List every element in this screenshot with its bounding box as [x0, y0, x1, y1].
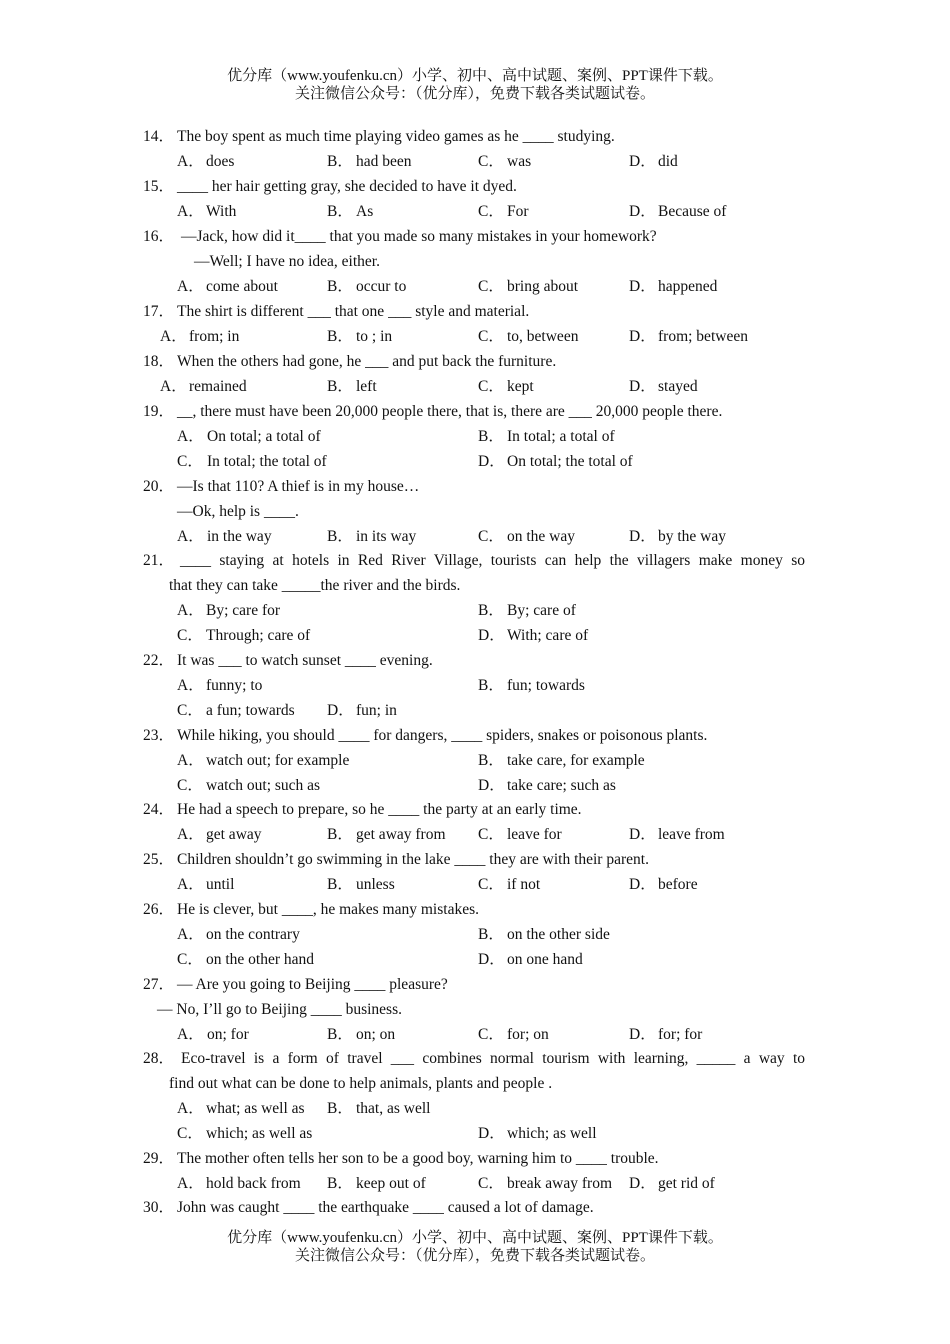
option-text: in the way — [207, 528, 272, 545]
question-stem: The shirt is different ___ that one ___ style and material. — [177, 303, 530, 320]
page-footer — [0, 1229, 950, 1265]
question-number: 27． — [143, 976, 175, 993]
option-letter: C． — [177, 777, 203, 794]
option-letter: B． — [327, 278, 353, 295]
question-number: 18． — [143, 353, 175, 370]
question-stem: He is clever, but ____, he makes many mistakes. — [177, 901, 479, 918]
question-stem: The mother often tells her son to be a good boy, warning him to ____ trouble. — [177, 1150, 659, 1167]
option-text: until — [206, 876, 235, 893]
option-letter: B． — [478, 602, 504, 619]
option-letter: C． — [478, 1026, 504, 1043]
option-text: come about — [206, 278, 278, 295]
option-letter: C． — [177, 702, 203, 719]
option-text: a fun; towards — [206, 702, 295, 719]
option-letter: B． — [327, 528, 353, 545]
option-text: on the other side — [507, 926, 610, 943]
question-stem: Children shouldn’t go swimming in the lake ____ they are with their parent. — [177, 851, 649, 868]
option-letter: B． — [327, 1100, 353, 1117]
question-stem: —Is that 110? A thief is in my house… — [177, 478, 420, 495]
question-stem: John was caught ____ the earthquake ____ caused a lot of damage. — [177, 1199, 594, 1216]
question-number: 22． — [143, 652, 175, 669]
option-letter: A． — [177, 752, 204, 769]
question-stem-continued: that they can take _____the river and the birds. — [169, 577, 461, 594]
option-text: bring about — [507, 278, 579, 295]
option-letter: C． — [177, 1125, 203, 1142]
option-text: get rid of — [658, 1175, 715, 1192]
option-text: for; on — [507, 1026, 549, 1043]
option-letter: B． — [327, 1175, 353, 1192]
option-text: take care; such as — [507, 777, 616, 794]
option-letter: A． — [177, 1026, 204, 1043]
option-text: funny; to — [206, 677, 263, 694]
question-number: 15． — [143, 178, 175, 195]
option-letter: D． — [629, 876, 656, 893]
option-letter: C． — [478, 278, 504, 295]
option-letter: A． — [177, 602, 204, 619]
option-letter: C． — [478, 153, 504, 170]
option-letter: D． — [478, 453, 505, 470]
option-text: leave from — [658, 826, 725, 843]
option-text: before — [658, 876, 698, 893]
option-text: for; for — [658, 1026, 703, 1043]
question-stem-continued: —Well; I have no idea, either. — [194, 253, 380, 270]
option-text: to, between — [507, 328, 579, 345]
option-text: By; care of — [507, 602, 576, 619]
option-letter: B． — [478, 677, 504, 694]
question-number: 21． — [143, 552, 175, 569]
option-text: For — [507, 203, 529, 220]
option-letter: C． — [478, 378, 504, 395]
option-letter: D． — [629, 203, 656, 220]
option-letter: A． — [177, 528, 204, 545]
option-letter: D． — [478, 777, 505, 794]
question-number: 29． — [143, 1150, 175, 1167]
option-text: if not — [507, 876, 541, 893]
question-stem: It was ___ to watch sunset ____ evening. — [177, 652, 433, 669]
option-text: does — [206, 153, 235, 170]
option-text: had been — [356, 153, 412, 170]
option-text: With — [206, 203, 237, 220]
question-number: 17． — [143, 303, 175, 320]
question-stem-continued: —Ok, help is ____. — [177, 503, 299, 520]
option-text: get away from — [356, 826, 446, 843]
question-number: 24． — [143, 801, 175, 818]
option-text: On total; a total of — [207, 428, 321, 445]
option-text: By; care for — [206, 602, 281, 619]
option-text: watch out; such as — [206, 777, 321, 794]
option-text: did — [658, 153, 678, 170]
option-letter: A． — [177, 876, 204, 893]
question-stem-continued: — No, I’ll go to Beijing ____ business. — [157, 1001, 402, 1018]
question-stem: __, there must have been 20,000 people there, that is, there are ___ 20,000 people there. — [177, 403, 723, 420]
question-stem: ____ her hair getting gray, she decided to have it dyed. — [177, 178, 517, 195]
question-number: 19． — [143, 403, 175, 420]
option-text: watch out; for example — [206, 752, 350, 769]
option-text: on; on — [356, 1026, 396, 1043]
question-stem: While hiking, you should ____ for dangers, ____ spiders, snakes or poisonous plants. — [177, 727, 708, 744]
option-text: fun; in — [356, 702, 397, 719]
header-line-1: 优分库（www.youfenku.cn）小学、初中、高中试题、案例、PPT课件下载。 — [227, 68, 723, 84]
option-text: on the way — [507, 528, 576, 545]
option-text: unless — [356, 876, 395, 893]
option-letter: B． — [478, 428, 504, 445]
question-number: 20． — [143, 478, 175, 495]
option-letter: B． — [327, 1026, 353, 1043]
option-letter: A． — [160, 328, 187, 345]
option-text: hold back from — [206, 1175, 301, 1192]
header-line-2: 关注微信公众号：（优分库），免费下载各类试题试卷。 — [294, 86, 655, 102]
option-text: to ; in — [356, 328, 393, 345]
option-text: left — [356, 378, 377, 395]
option-letter: D． — [629, 378, 656, 395]
option-letter: C． — [478, 826, 504, 843]
option-letter: A． — [177, 203, 204, 220]
question-number: 16． — [143, 228, 175, 245]
page-header — [0, 67, 950, 103]
option-text: which; as well as — [206, 1125, 313, 1142]
option-letter: C． — [177, 627, 203, 644]
option-text: leave for — [507, 826, 562, 843]
option-text: kept — [507, 378, 534, 395]
question-number: 23． — [143, 727, 175, 744]
option-text: on the contrary — [206, 926, 300, 943]
option-letter: D． — [478, 627, 505, 644]
option-text: break away from — [507, 1175, 613, 1192]
option-text: In total; the total of — [207, 453, 327, 470]
option-text: which; as well — [507, 1125, 597, 1142]
option-letter: D． — [629, 153, 656, 170]
option-letter: B． — [327, 328, 353, 345]
question-number: 14． — [143, 128, 175, 145]
option-letter: D． — [478, 1125, 505, 1142]
option-text: As — [356, 203, 374, 220]
option-letter: A． — [177, 926, 204, 943]
option-letter: D． — [629, 1026, 656, 1043]
question-number: 25． — [143, 851, 175, 868]
option-letter: A． — [177, 428, 204, 445]
question-stem: When the others had gone, he ___ and put back the furniture. — [177, 353, 557, 370]
option-text: fun; towards — [507, 677, 585, 694]
option-text: that, as well — [356, 1100, 431, 1117]
option-letter: C． — [478, 203, 504, 220]
option-letter: B． — [327, 876, 353, 893]
option-text: Through; care of — [206, 627, 311, 644]
option-text: occur to — [356, 278, 407, 295]
option-letter: A． — [177, 153, 204, 170]
option-letter: A． — [160, 378, 187, 395]
option-text: take care, for example — [507, 752, 645, 769]
option-text: Because of — [658, 203, 727, 220]
option-letter: D． — [629, 1175, 656, 1192]
option-letter: C． — [177, 951, 203, 968]
option-letter: D． — [478, 951, 505, 968]
option-letter: B． — [478, 752, 504, 769]
option-letter: B． — [327, 826, 353, 843]
option-letter: D． — [629, 278, 656, 295]
option-text: keep out of — [356, 1175, 426, 1192]
question-stem: He had a speech to prepare, so he ____ the party at an early time. — [177, 801, 582, 818]
option-letter: D． — [629, 826, 656, 843]
option-letter: A． — [177, 1100, 204, 1117]
option-letter: B． — [327, 378, 353, 395]
question-number: 30． — [143, 1199, 175, 1216]
option-text: in its way — [356, 528, 417, 545]
option-text: what; as well as — [206, 1100, 305, 1117]
option-letter: C． — [177, 453, 203, 470]
option-text: happened — [658, 278, 718, 295]
option-letter: D． — [629, 528, 656, 545]
option-text: was — [507, 153, 532, 170]
option-letter: A． — [177, 1175, 204, 1192]
option-text: from; in — [189, 328, 240, 345]
option-letter: D． — [327, 702, 354, 719]
question-stem: — Are you going to Beijing ____ pleasure? — [177, 976, 448, 993]
option-text: On total; the total of — [507, 453, 633, 470]
option-text: remained — [189, 378, 247, 395]
option-text: on one hand — [507, 951, 583, 968]
option-text: by the way — [658, 528, 727, 545]
question-number: 26． — [143, 901, 175, 918]
option-letter: A． — [177, 278, 204, 295]
option-text: With; care of — [507, 627, 589, 644]
option-letter: C． — [478, 1175, 504, 1192]
option-text: from; between — [658, 328, 748, 345]
question-number: 28． — [143, 1050, 175, 1067]
option-text: stayed — [658, 378, 698, 395]
question-stem: —Jack, how did it____ that you made so many mistakes in your homework? — [181, 228, 657, 245]
option-text: get away — [206, 826, 262, 843]
option-text: In total; a total of — [507, 428, 615, 445]
option-text: on; for — [207, 1026, 249, 1043]
option-letter: C． — [478, 528, 504, 545]
option-letter: B． — [327, 203, 353, 220]
question-stem: The boy spent as much time playing video games as he ____ studying. — [177, 128, 615, 145]
question-stem: Eco-travel is a form of travel ___ combines normal tourism with learning, _____ a way to — [181, 1050, 805, 1067]
question-stem: ____ staying at hotels in Red River Village, tourists can help the villagers make money so — [180, 552, 805, 569]
option-letter: A． — [177, 826, 204, 843]
question-stem-continued: find out what can be done to help animals, plants and people . — [169, 1075, 553, 1092]
footer-line-1: 优分库（www.youfenku.cn）小学、初中、高中试题、案例、PPT课件下载。 — [227, 1230, 723, 1246]
option-letter: B． — [478, 926, 504, 943]
option-letter: A． — [177, 677, 204, 694]
option-text: on the other hand — [206, 951, 315, 968]
option-letter: C． — [478, 876, 504, 893]
option-letter: D． — [629, 328, 656, 345]
footer-line-2: 关注微信公众号：（优分库），免费下载各类试题试卷。 — [294, 1248, 655, 1264]
option-letter: C． — [478, 328, 504, 345]
option-letter: B． — [327, 153, 353, 170]
